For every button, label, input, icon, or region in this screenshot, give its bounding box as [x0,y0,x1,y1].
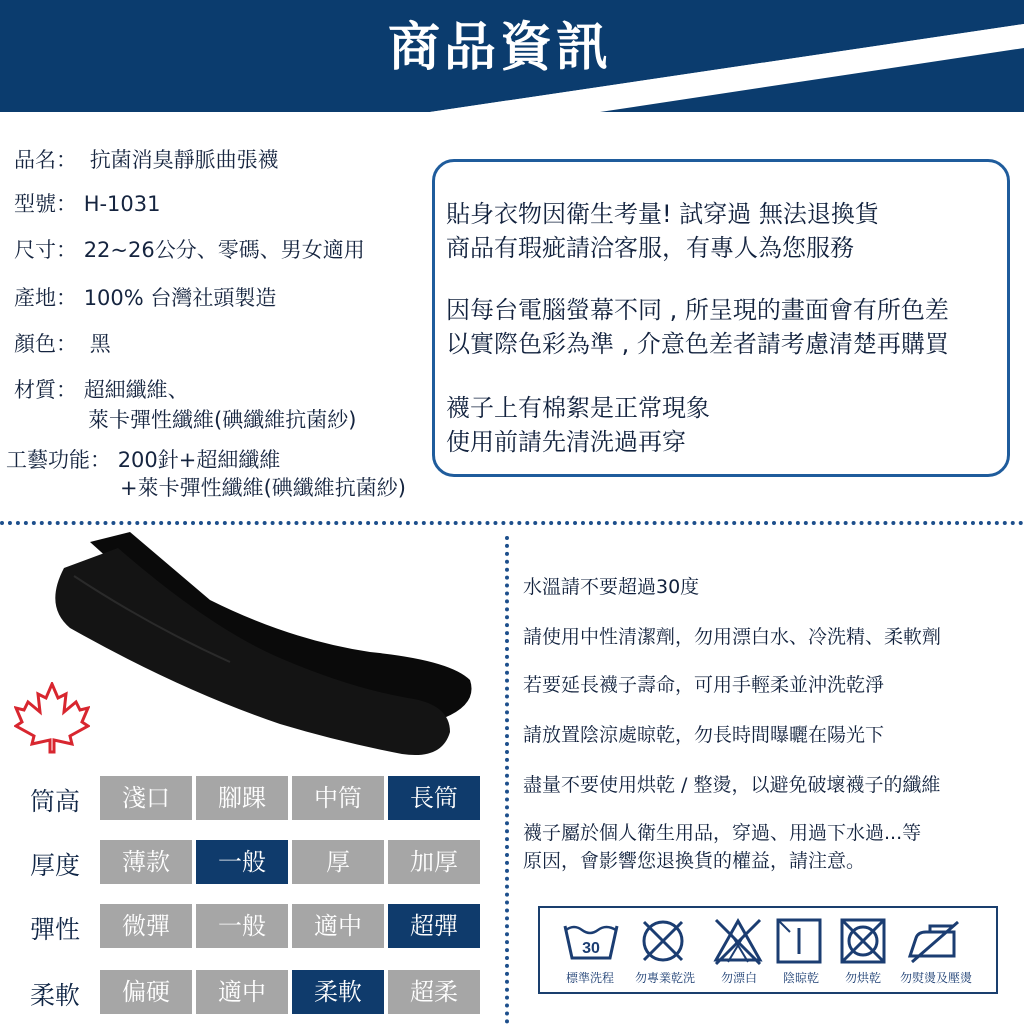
attr-label-softness: 柔軟 [30,981,81,1010]
info-origin [14,282,276,312]
wash-label: 勿專業乾洗 [634,971,695,985]
care-line: 原因，會影響您退換貨的權益，請注意。 [523,850,866,872]
notice-line: 以實際色彩為準 , 介意色差者請考慮清楚再購買 [446,330,949,358]
info-name-label: 品名： [14,148,77,172]
chip-thickness-2: 厚 [292,840,384,884]
page-title: 商品資訊 [387,18,612,78]
care-line: 若要延長襪子壽命，可用手輕柔並沖洗乾淨 [523,674,885,696]
no-tumble-dry-icon [838,916,888,966]
chip-softness-0: 偏硬 [100,970,192,1014]
info-color-value: 黑 [89,332,111,356]
info-craft-label: 工藝功能： [6,448,111,472]
attr-label-thickness: 厚度 [30,851,81,880]
notice-line: 因每台電腦螢幕不同 , 所呈現的畫面會有所色差 [446,296,949,324]
chip-thickness-1-selected: 一般 [196,840,288,884]
notice-line: 商品有瑕疵請洽客服，有專人為您服務 [446,234,854,262]
info-material-value-2: 萊卡彈性纖維(碘纖維抗菌紗) [88,408,357,432]
info-color [14,328,111,358]
info-material-value-1: 超細纖維、 [83,378,189,402]
chip-softness-1: 適中 [196,970,288,1014]
no-iron-icon [904,916,964,966]
info-color-label: 顏色： [14,332,77,356]
info-size-label: 尺寸： [14,238,77,262]
info-name-value: 抗菌消臭靜脈曲張襪 [89,148,279,172]
chip-softness-3: 超柔 [388,970,480,1014]
notice-line: 襪子上有棉絮是正常現象 [446,394,710,422]
wash-label: 勿漂白 [720,971,757,985]
chip-elasticity-2: 適中 [292,904,384,948]
care-line: 盡量不要使用烘乾 / 整燙，以避免破壞襪子的纖維 [523,774,941,796]
wash-label: 標準洗程 [565,971,614,985]
chip-thickness-3: 加厚 [388,840,480,884]
info-material-line-2 [88,404,356,434]
wash-tub-icon [562,918,620,964]
info-craft-line-2 [120,472,406,502]
notice-line: 貼身衣物因衛生考量! 試穿過 無法退換貨 [446,200,879,228]
no-bleach-icon [712,916,764,966]
info-craft-value-1: 200針+超細纖維 [117,448,281,472]
chip-elasticity-0: 微彈 [100,904,192,948]
chip-height-0: 淺口 [100,776,192,820]
section-divider-vertical [505,536,509,1024]
wash-label: 勿熨燙及壓燙 [899,971,972,985]
info-size-value: 22~26公分、零碼、男女適用 [83,238,365,262]
maple-leaf-icon [14,682,90,754]
socks-product-image [30,528,480,768]
info-model-value: H-1031 [83,192,161,216]
no-dry-clean-icon [638,916,688,966]
chip-elasticity-1: 一般 [196,904,288,948]
chip-softness-2-selected: 柔軟 [292,970,384,1014]
info-craft-value-2: +萊卡彈性纖維(碘纖維抗菌紗) [120,476,406,500]
shade-dry-icon [774,916,824,966]
wash-label: 陰晾乾 [782,971,819,985]
chip-thickness-0: 薄款 [100,840,192,884]
chip-height-1: 腳踝 [196,776,288,820]
info-craft [6,444,280,474]
info-material [14,374,189,404]
section-divider-horizontal [0,521,1024,525]
info-origin-value: 100% 台灣社頭製造 [83,286,277,310]
chip-elasticity-3-selected: 超彈 [388,904,480,948]
info-model-label: 型號： [14,192,77,216]
chip-height-3-selected: 長筒 [388,776,480,820]
care-line: 水溫請不要超過30度 [523,576,700,598]
wash-label: 勿烘乾 [844,971,881,985]
info-size [14,234,365,264]
care-line: 請放置陰涼處晾乾，勿長時間曝曬在陽光下 [523,724,885,746]
care-line: 襪子屬於個人衛生用品，穿過、用過下水過...等 [523,822,922,844]
notice-line: 使用前請先清洗過再穿 [446,428,686,456]
attr-label-height: 筒高 [30,787,81,816]
wash-temp: 30 [582,940,600,957]
care-line: 請使用中性清潔劑，勿用漂白水、冷洗精、柔軟劑 [523,626,942,648]
attr-label-elasticity: 彈性 [30,915,81,944]
chip-height-2: 中筒 [292,776,384,820]
info-material-label: 材質： [14,378,77,402]
info-origin-label: 產地： [14,286,77,310]
info-name [14,144,279,174]
info-model [14,188,161,218]
